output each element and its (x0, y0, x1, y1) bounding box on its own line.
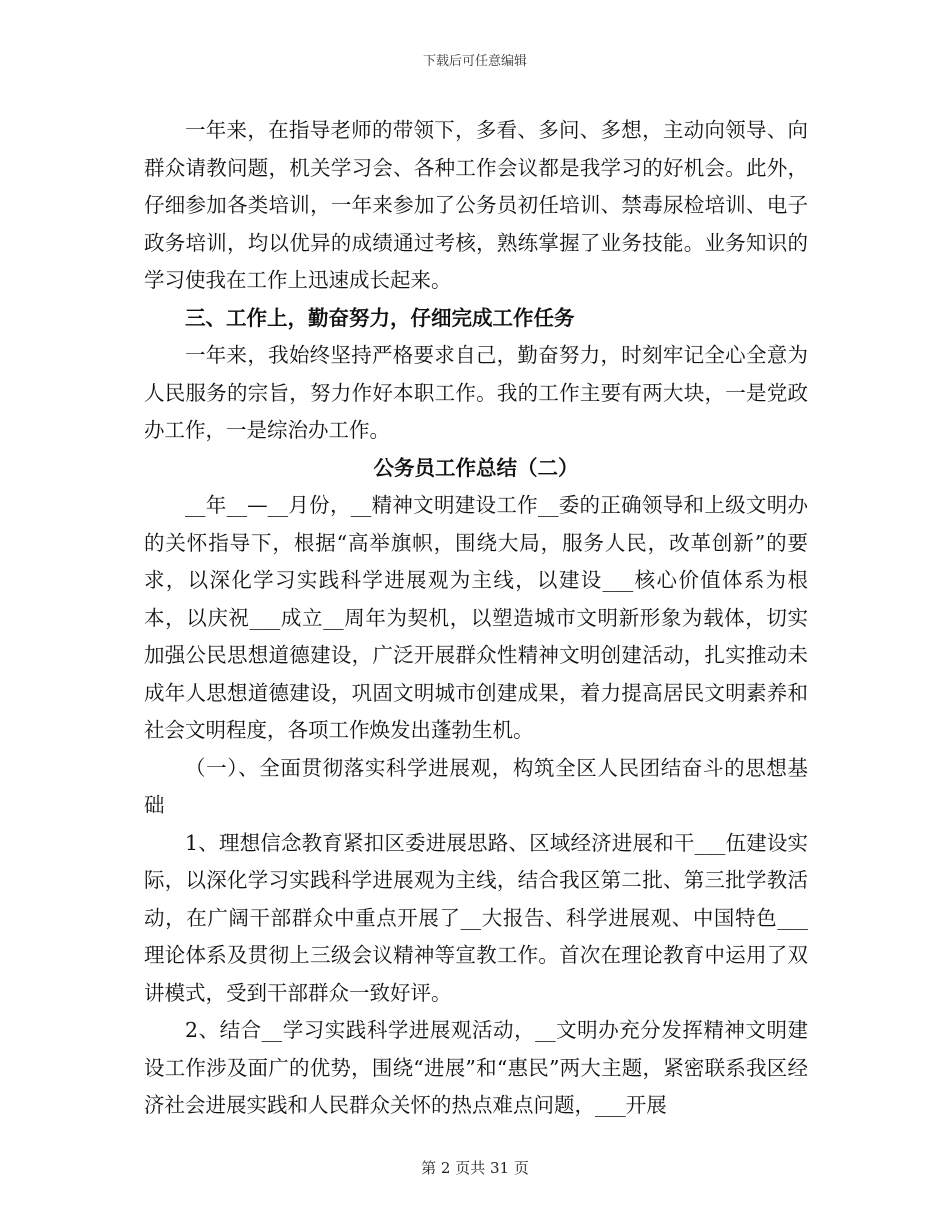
paragraph-work: 一年来，我始终坚持严格要求自己，勤奋努力，时刻牢记全心全意为人民服务的宗旨，努力作好本职工作。我的工作主要有两大块，一是党政办工作，一是综治办工作。 (144, 343, 808, 442)
page-header: 下载后可任意编辑 (422, 54, 527, 69)
paragraph-intro: __年__—__月份，__精神文明建设工作__委的正确领导和上级文明办的关怀指导下，根据“高举旗帜，围绕大局，服务人民，改革创新”的要求，以深化学习实践科学进展观为主线，以建设___核心价值体系为根本，以庆祝___成立__周年为契机，以塑造城市文明新形象为载体，切实加强公民思想道德建设，广泛开展群众性精神文明创建活动，扎实推动未成年人思想道德建设，巩固文明城市创建成果，着力提高居民文明素养和社会文明程度，各项工作焕发出蓬勃生机。 (144, 493, 808, 742)
paragraph-item-1: 1、理想信念教育紧扣区委进展思路、区域经济进展和干___伍建设实际，以深化学习实践科学进展观为主线，结合我区第二批、第三批学教活动，在广阔干部群众中重点开展了__大报告、科学进展观、中国特色___理论体系及贯彻上三级会议精神等宣教工作。首次在理论教育中运用了双讲模式，受到干部群众一致好评。 (144, 830, 808, 1005)
section-heading-work: 三、工作上，勤奋努力，仔细完成工作任务 (185, 305, 575, 330)
document-title: 公务员工作总结（二） (373, 455, 579, 480)
paragraph-item-2: 2、结合__学习实践科学进展观活动，__文明办充分发挥精神文明建设工作涉及面广的优势，围绕“进展”和“惠民”两大主题，紧密联系我区经济社会进展实践和人民群众关怀的热点难点问题，___开展 (144, 1018, 808, 1117)
paragraph-study: 一年来，在指导老师的带领下，多看、多问、多想，主动向领导、向群众请教问题，机关学习会、各种工作会议都是我学习的好机会。此外，仔细参加各类培训，一年来参加了公务员初任培训、禁毒尿检培训、电子政务培训，均以优异的成绩通过考核，熟练掌握了业务技能。业务知识的学习使我在工作上迅速成长起来。 (144, 118, 808, 292)
paragraph-section-one: （一）、全面贯彻落实科学进展观，构筑全区人民团结奋斗的思想基础 (144, 755, 808, 817)
page-footer: 第 2 页共 31 页 (421, 1159, 529, 1177)
document-body (144, 112, 808, 1125)
